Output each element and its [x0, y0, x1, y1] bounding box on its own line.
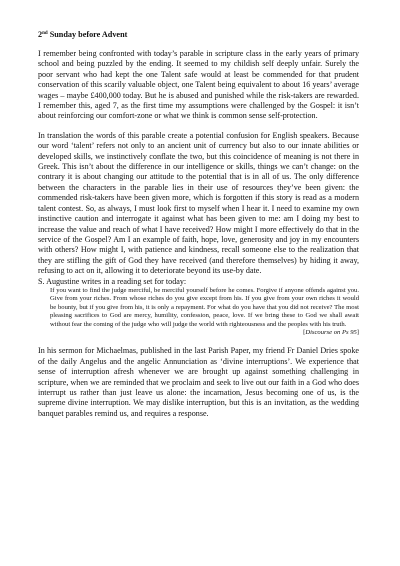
citation-text: Discourse on Ps 95: [305, 328, 357, 336]
paragraph-1: I remember being confronted with today’s parable in scripture class in the early years of primary school and being puzzled by the ending. It seemed to my childish self deeply unfair. Surely the poor servant who had kept the one Talent safe would at least be commended for that prudent conservation of this scarily valuable object, one Talent being equivalent to about 16 years’ average wages – maybe £400,000 today. But he is abused and punished while the risk-takers are rewarded. I remember this, aged 7, as the first time my assumptions were challenged by the Gospel: it isn’t about reinforcing our comfort-zone or what we think is common sense self-protection.: [38, 49, 359, 121]
quote-citation: [303, 329, 359, 337]
title-ordinal-suffix: nd: [42, 31, 48, 36]
title-ordinal: 2: [38, 30, 43, 39]
paragraph-spacer: [38, 337, 359, 346]
citation-open-bracket: [: [303, 328, 306, 336]
title-text: Sunday before Advent: [47, 30, 128, 39]
page-title: [38, 30, 359, 40]
augustine-quote: [50, 287, 359, 337]
paragraph-spacer: [38, 122, 359, 131]
paragraph-3: In his sermon for Michaelmas, published in the last Parish Paper, my friend Fr Daniel Dries spoke of the daily Angelus and the angelic Annunciation as ‘divine interruptions’. We experience that sense of interruption afresh whenever we are brought up against something challenging in scripture, when we are reminded that we proclaim and seek to live out our faith in a God who does interrupt us rather than just leave us alone: the incarnation, Jesus becoming one of us, is the supreme divine interruption. We may dislike interruption, but this is an invitation, as the wedding banquet parables remind us, and requires a response.: [38, 346, 359, 418]
quote-text: If you want to find the judge merciful, be merciful yourself before he comes. Forgive if anyone offends against you. Give from your riches. From whose riches do you give except from his. If you give from your own riches it would be bounty, but if you give from his, it is only a repayment. For what do you have that you did not receive? The most pleasing sacrifices to God are mercy, humility, confession, peace, love. If we bring these to God we shall await without fear the coming of the judge who will judge the world with righteousness and the peoples with his truth.: [50, 286, 359, 328]
citation-close-bracket: ]: [356, 328, 359, 336]
paragraph-2: In translation the words of this parable create a potential confusion for English speakers. Because our word ‘talent’ refers not only to an ancient unit of currency but also to our innate abilities or developed skills, we instinctively conflate the two, but this coincidence of meaning is not there in Greek. This isn’t about the difference in our intelligence or skills, things we can’t change: on the contrary it is about changing our attitude to the potential that is in all of us. The only difference between the characters in the parable lies in their use of resources they’ve been given: the commended risk-takers have been given more, which is forgotten if this story is read as a modern talent contest. So, as always, I must look first to myself when I hear it. I need to examine my own instinctive caution and interrogate it against what has been given to me: am I doing my best to increase the value and reach of what I have received? How might I more effectively do that in the service of the Gospel? Am I an example of faith, hope, love, generosity and joy in my encounters with others? How might I, with patience and kindness, recall someone else to the realization that they are stifling the gift of God they have received (and therefore themselves) by hiding it away, refusing to act on it, allowing it to deteriorate beyond its use-by date.: [38, 130, 359, 276]
augustine-intro: S. Augustine writes in a reading set for today:: [38, 276, 187, 286]
